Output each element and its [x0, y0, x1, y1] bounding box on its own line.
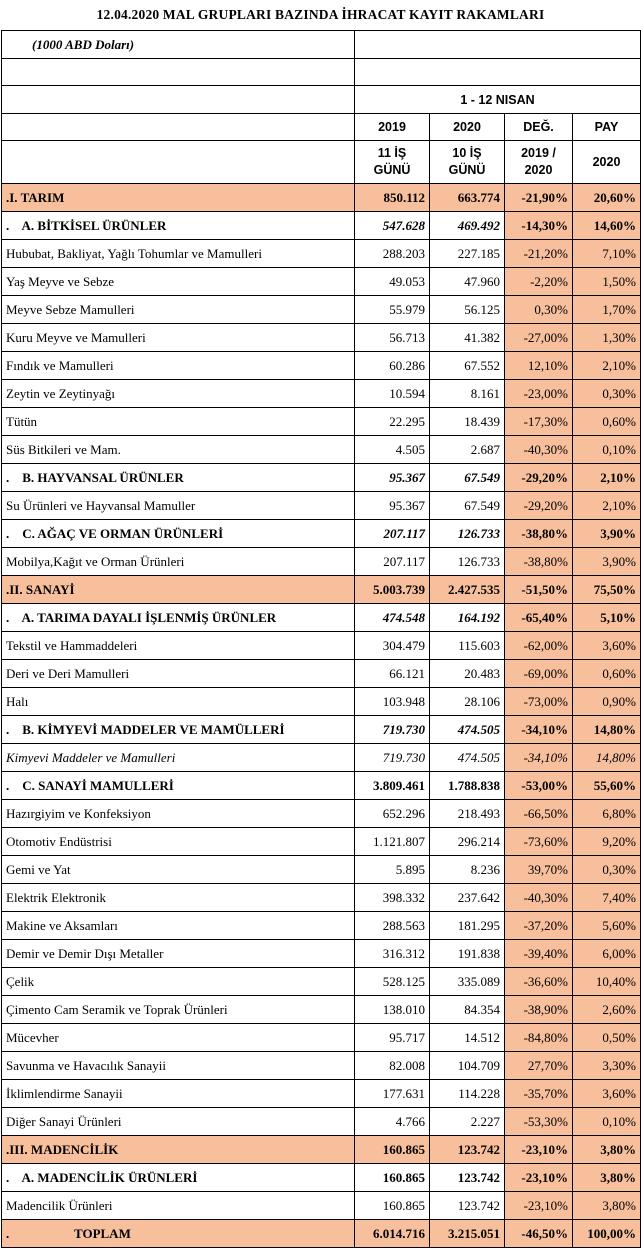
row-label: .I. TARIM	[2, 184, 355, 212]
value-2020: 123.742	[430, 1192, 505, 1220]
share-value: 20,60%	[573, 184, 641, 212]
share-value: 1,30%	[573, 324, 641, 352]
table-row	[2, 296, 641, 324]
change-value: -21,90%	[505, 184, 573, 212]
share-value: 2,10%	[573, 492, 641, 520]
row-label: . A. MADENCİLİK ÜRÜNLERİ	[2, 1164, 355, 1192]
row-label: Su Ürünleri ve Hayvansal Mamuller	[2, 492, 355, 520]
share-value: 10,40%	[573, 968, 641, 996]
change-value: -46,50%	[505, 1220, 573, 1248]
share-value: 0,10%	[573, 436, 641, 464]
share-value: 0,60%	[573, 408, 641, 436]
value-2020: 67.549	[430, 464, 505, 492]
row-label: Kimyevi Maddeler ve Mamulleri	[2, 744, 355, 772]
value-2020: 474.505	[430, 716, 505, 744]
share-value: 0,50%	[573, 1024, 641, 1052]
row-label: Fındık ve Mamulleri	[2, 352, 355, 380]
value-2020: 237.642	[430, 884, 505, 912]
value-2019: 177.631	[355, 1080, 430, 1108]
unit-label: (1000 ABD Doları)	[2, 31, 355, 59]
value-2019: 207.117	[355, 520, 430, 548]
header-blank-cell	[2, 141, 355, 184]
header-row-unit	[2, 31, 641, 59]
change-value: 39,70%	[505, 856, 573, 884]
value-2020: 126.733	[430, 520, 505, 548]
value-2019: 1.121.807	[355, 828, 430, 856]
change-value: -53,00%	[505, 772, 573, 800]
share-value: 9,20%	[573, 828, 641, 856]
table-row	[2, 268, 641, 296]
table-row	[2, 632, 641, 660]
row-label: Makine ve Aksamları	[2, 912, 355, 940]
value-2019: 528.125	[355, 968, 430, 996]
value-2020: 2.427.535	[430, 576, 505, 604]
header-row-days	[2, 141, 641, 184]
days-2019-header: 11 İŞ GÜNÜ	[355, 141, 430, 184]
value-2020: 474.505	[430, 744, 505, 772]
change-value: -73,60%	[505, 828, 573, 856]
value-2020: 67.549	[430, 492, 505, 520]
row-label: . B. KİMYEVİ MADDELER VE MAMÜLLERİ	[2, 716, 355, 744]
value-2019: 652.296	[355, 800, 430, 828]
share-value: 1,50%	[573, 268, 641, 296]
share-value: 0,30%	[573, 380, 641, 408]
year-2019-header: 2019	[355, 114, 430, 141]
total-row	[2, 1220, 641, 1248]
table-row	[2, 996, 641, 1024]
table-row	[2, 436, 641, 464]
row-label: Tekstil ve Hammaddeleri	[2, 632, 355, 660]
row-label: Meyve Sebze Mamulleri	[2, 296, 355, 324]
change-value: -2,20%	[505, 268, 573, 296]
table-row	[2, 1052, 641, 1080]
value-2020: 335.089	[430, 968, 505, 996]
row-label: .III. MADENCİLİK	[2, 1136, 355, 1164]
share-value: 0,60%	[573, 660, 641, 688]
value-2019: 49.053	[355, 268, 430, 296]
value-2019: 398.332	[355, 884, 430, 912]
value-2020: 41.382	[430, 324, 505, 352]
value-2019: 56.713	[355, 324, 430, 352]
table-row	[2, 884, 641, 912]
row-label: Zeytin ve Zeytinyağı	[2, 380, 355, 408]
share-value: 7,40%	[573, 884, 641, 912]
change-value: -36,60%	[505, 968, 573, 996]
change-value: -53,30%	[505, 1108, 573, 1136]
row-label: .II. SANAYİ	[2, 576, 355, 604]
value-2019: 304.479	[355, 632, 430, 660]
value-2019: 719.730	[355, 716, 430, 744]
row-label: Mobilya,Kağıt ve Orman Ürünleri	[2, 548, 355, 576]
table-row	[2, 380, 641, 408]
share-value: 0,90%	[573, 688, 641, 716]
value-2019: 719.730	[355, 744, 430, 772]
value-2020: 18.439	[430, 408, 505, 436]
table-row	[2, 800, 641, 828]
value-2020: 56.125	[430, 296, 505, 324]
report-title: 12.04.2020 MAL GRUPLARI BAZINDA İHRACAT KAYIT RAKAMLARI	[96, 7, 545, 22]
change-value: -40,30%	[505, 884, 573, 912]
change-value: -39,40%	[505, 940, 573, 968]
row-label: . C. SANAYİ MAMULLERİ	[2, 772, 355, 800]
subsection-row	[2, 772, 641, 800]
row-label: Halı	[2, 688, 355, 716]
table-row	[2, 240, 641, 268]
change-value: -66,50%	[505, 800, 573, 828]
share-value: 3,90%	[573, 520, 641, 548]
period-header: 1 - 12 NISAN	[355, 86, 641, 114]
value-2019: 207.117	[355, 548, 430, 576]
share-value: 3,60%	[573, 1080, 641, 1108]
row-label: Madencilik Ürünleri	[2, 1192, 355, 1220]
value-2020: 20.483	[430, 660, 505, 688]
value-2020: 663.774	[430, 184, 505, 212]
subsection-row	[2, 1164, 641, 1192]
value-2020: 14.512	[430, 1024, 505, 1052]
change-value: -62,00%	[505, 632, 573, 660]
row-label: Yaş Meyve ve Sebze	[2, 268, 355, 296]
share-value: 5,10%	[573, 604, 641, 632]
share-value: 3,80%	[573, 1136, 641, 1164]
change-value: 0,30%	[505, 296, 573, 324]
change-value: -27,00%	[505, 324, 573, 352]
row-label: Kuru Meyve ve Mamulleri	[2, 324, 355, 352]
value-2019: 850.112	[355, 184, 430, 212]
value-2020: 123.742	[430, 1136, 505, 1164]
value-2019: 316.312	[355, 940, 430, 968]
table-row	[2, 408, 641, 436]
value-2020: 227.185	[430, 240, 505, 268]
header-blank-cell	[2, 86, 355, 114]
table-row	[2, 1024, 641, 1052]
share-value: 100,00%	[573, 1220, 641, 1248]
value-2020: 67.552	[430, 352, 505, 380]
change-value: -65,40%	[505, 604, 573, 632]
section-row	[2, 184, 641, 212]
change-value: -35,70%	[505, 1080, 573, 1108]
value-2020: 1.788.838	[430, 772, 505, 800]
header-blank-cell	[355, 59, 641, 86]
share-value: 2,10%	[573, 352, 641, 380]
subsection-row	[2, 464, 641, 492]
header-blank-cell	[2, 59, 355, 86]
header-row-spacer	[2, 59, 641, 86]
table-row	[2, 660, 641, 688]
table-row	[2, 968, 641, 996]
share-value: 14,60%	[573, 212, 641, 240]
row-label: . B. HAYVANSAL ÜRÜNLER	[2, 464, 355, 492]
year-2020-header: 2020	[430, 114, 505, 141]
value-2020: 8.161	[430, 380, 505, 408]
value-2019: 160.865	[355, 1192, 430, 1220]
value-2020: 218.493	[430, 800, 505, 828]
value-2020: 296.214	[430, 828, 505, 856]
share-value: 3,60%	[573, 632, 641, 660]
value-2019: 288.563	[355, 912, 430, 940]
share-header: PAY	[573, 114, 641, 141]
share-value: 75,50%	[573, 576, 641, 604]
value-2019: 288.203	[355, 240, 430, 268]
row-label: Hububat, Bakliyat, Yağlı Tohumlar ve Mamulleri	[2, 240, 355, 268]
row-label: Süs Bitkileri ve Mam.	[2, 436, 355, 464]
share-value: 14,80%	[573, 716, 641, 744]
export-table	[1, 30, 641, 1248]
share-value: 3,30%	[573, 1052, 641, 1080]
change-value: -34,10%	[505, 716, 573, 744]
value-2019: 95.717	[355, 1024, 430, 1052]
share-value: 3,80%	[573, 1192, 641, 1220]
value-2020: 126.733	[430, 548, 505, 576]
row-label: . A. BİTKİSEL ÜRÜNLER	[2, 212, 355, 240]
share-value: 5,60%	[573, 912, 641, 940]
value-2020: 2.687	[430, 436, 505, 464]
change-value: -37,20%	[505, 912, 573, 940]
value-2019: 60.286	[355, 352, 430, 380]
value-2019: 82.008	[355, 1052, 430, 1080]
export-table-body	[2, 31, 641, 1248]
change-value: -38,80%	[505, 548, 573, 576]
change-value: -17,30%	[505, 408, 573, 436]
value-2020: 84.354	[430, 996, 505, 1024]
change-value: -23,10%	[505, 1136, 573, 1164]
value-2020: 469.492	[430, 212, 505, 240]
row-label: Çelik	[2, 968, 355, 996]
share-value: 2,10%	[573, 464, 641, 492]
share-value: 1,70%	[573, 296, 641, 324]
row-label: Otomotiv Endüstrisi	[2, 828, 355, 856]
table-row	[2, 940, 641, 968]
value-2019: 3.809.461	[355, 772, 430, 800]
value-2019: 5.003.739	[355, 576, 430, 604]
row-label: Hazırgiyim ve Konfeksiyon	[2, 800, 355, 828]
subsection-row	[2, 212, 641, 240]
change-value: -29,20%	[505, 464, 573, 492]
subsection-row	[2, 604, 641, 632]
value-2019: 66.121	[355, 660, 430, 688]
change-value: -38,80%	[505, 520, 573, 548]
value-2020: 2.227	[430, 1108, 505, 1136]
share-value: 3,90%	[573, 548, 641, 576]
section-row	[2, 1136, 641, 1164]
subsection-row	[2, 520, 641, 548]
row-label: . C. AĞAÇ VE ORMAN ÜRÜNLERİ	[2, 520, 355, 548]
value-2019: 5.895	[355, 856, 430, 884]
value-2019: 4.505	[355, 436, 430, 464]
value-2019: 22.295	[355, 408, 430, 436]
value-2020: 164.192	[430, 604, 505, 632]
value-2020: 115.603	[430, 632, 505, 660]
row-label: Savunma ve Havacılık Sanayii	[2, 1052, 355, 1080]
change-header: DEĞ.	[505, 114, 573, 141]
value-2020: 3.215.051	[430, 1220, 505, 1248]
row-label: Tütün	[2, 408, 355, 436]
table-row	[2, 1108, 641, 1136]
table-row	[2, 828, 641, 856]
share-value: 6,00%	[573, 940, 641, 968]
change-value: 12,10%	[505, 352, 573, 380]
share-value: 3,80%	[573, 1164, 641, 1192]
row-label: Diğer Sanayi Ürünleri	[2, 1108, 355, 1136]
share-value: 6,80%	[573, 800, 641, 828]
table-row	[2, 352, 641, 380]
value-2019: 160.865	[355, 1136, 430, 1164]
value-2019: 103.948	[355, 688, 430, 716]
share-value: 0,30%	[573, 856, 641, 884]
section-row	[2, 576, 641, 604]
change-value: -51,50%	[505, 576, 573, 604]
value-2019: 95.367	[355, 464, 430, 492]
change-value: -84,80%	[505, 1024, 573, 1052]
row-label: İklimlendirme Sanayii	[2, 1080, 355, 1108]
row-label: . A. TARIMA DAYALI İŞLENMİŞ ÜRÜNLER	[2, 604, 355, 632]
row-label: Demir ve Demir Dışı Metaller	[2, 940, 355, 968]
value-2019: 138.010	[355, 996, 430, 1024]
value-2019: 55.979	[355, 296, 430, 324]
change-value: -21,20%	[505, 240, 573, 268]
value-2020: 8.236	[430, 856, 505, 884]
row-label: Deri ve Deri Mamulleri	[2, 660, 355, 688]
value-2019: 547.628	[355, 212, 430, 240]
row-label: Gemi ve Yat	[2, 856, 355, 884]
change-period-header: 2019 / 2020	[505, 141, 573, 184]
share-value: 55,60%	[573, 772, 641, 800]
table-row	[2, 548, 641, 576]
header-blank-cell	[355, 31, 641, 59]
table-row	[2, 912, 641, 940]
value-2019: 95.367	[355, 492, 430, 520]
change-value: -69,00%	[505, 660, 573, 688]
row-label: Çimento Cam Seramik ve Toprak Ürünleri	[2, 996, 355, 1024]
header-row-period	[2, 86, 641, 114]
table-row	[2, 744, 641, 772]
days-2020-header: 10 İŞ GÜNÜ	[430, 141, 505, 184]
table-row	[2, 492, 641, 520]
change-value: -14,30%	[505, 212, 573, 240]
share-value: 0,10%	[573, 1108, 641, 1136]
table-row	[2, 1080, 641, 1108]
change-value: -23,10%	[505, 1192, 573, 1220]
change-value: -29,20%	[505, 492, 573, 520]
table-row	[2, 856, 641, 884]
table-row	[2, 688, 641, 716]
change-value: -38,90%	[505, 996, 573, 1024]
value-2019: 474.548	[355, 604, 430, 632]
change-value: -40,30%	[505, 436, 573, 464]
value-2019: 10.594	[355, 380, 430, 408]
subsection-row	[2, 716, 641, 744]
value-2020: 28.106	[430, 688, 505, 716]
row-label: Elektrik Elektronik	[2, 884, 355, 912]
value-2020: 114.228	[430, 1080, 505, 1108]
value-2019: 6.014.716	[355, 1220, 430, 1248]
change-value: -23,00%	[505, 380, 573, 408]
share-value: 14,80%	[573, 744, 641, 772]
row-label: Mücevher	[2, 1024, 355, 1052]
table-row	[2, 324, 641, 352]
header-row-years	[2, 114, 641, 141]
value-2020: 181.295	[430, 912, 505, 940]
share-value: 7,10%	[573, 240, 641, 268]
header-blank-cell	[2, 114, 355, 141]
change-value: -34,10%	[505, 744, 573, 772]
value-2020: 191.838	[430, 940, 505, 968]
share-year-header: 2020	[573, 141, 641, 184]
value-2019: 4.766	[355, 1108, 430, 1136]
value-2019: 160.865	[355, 1164, 430, 1192]
value-2020: 123.742	[430, 1164, 505, 1192]
change-value: -73,00%	[505, 688, 573, 716]
value-2020: 104.709	[430, 1052, 505, 1080]
row-label: . TOPLAM	[2, 1220, 355, 1248]
share-value: 2,60%	[573, 996, 641, 1024]
change-value: -23,10%	[505, 1164, 573, 1192]
change-value: 27,70%	[505, 1052, 573, 1080]
value-2020: 47.960	[430, 268, 505, 296]
